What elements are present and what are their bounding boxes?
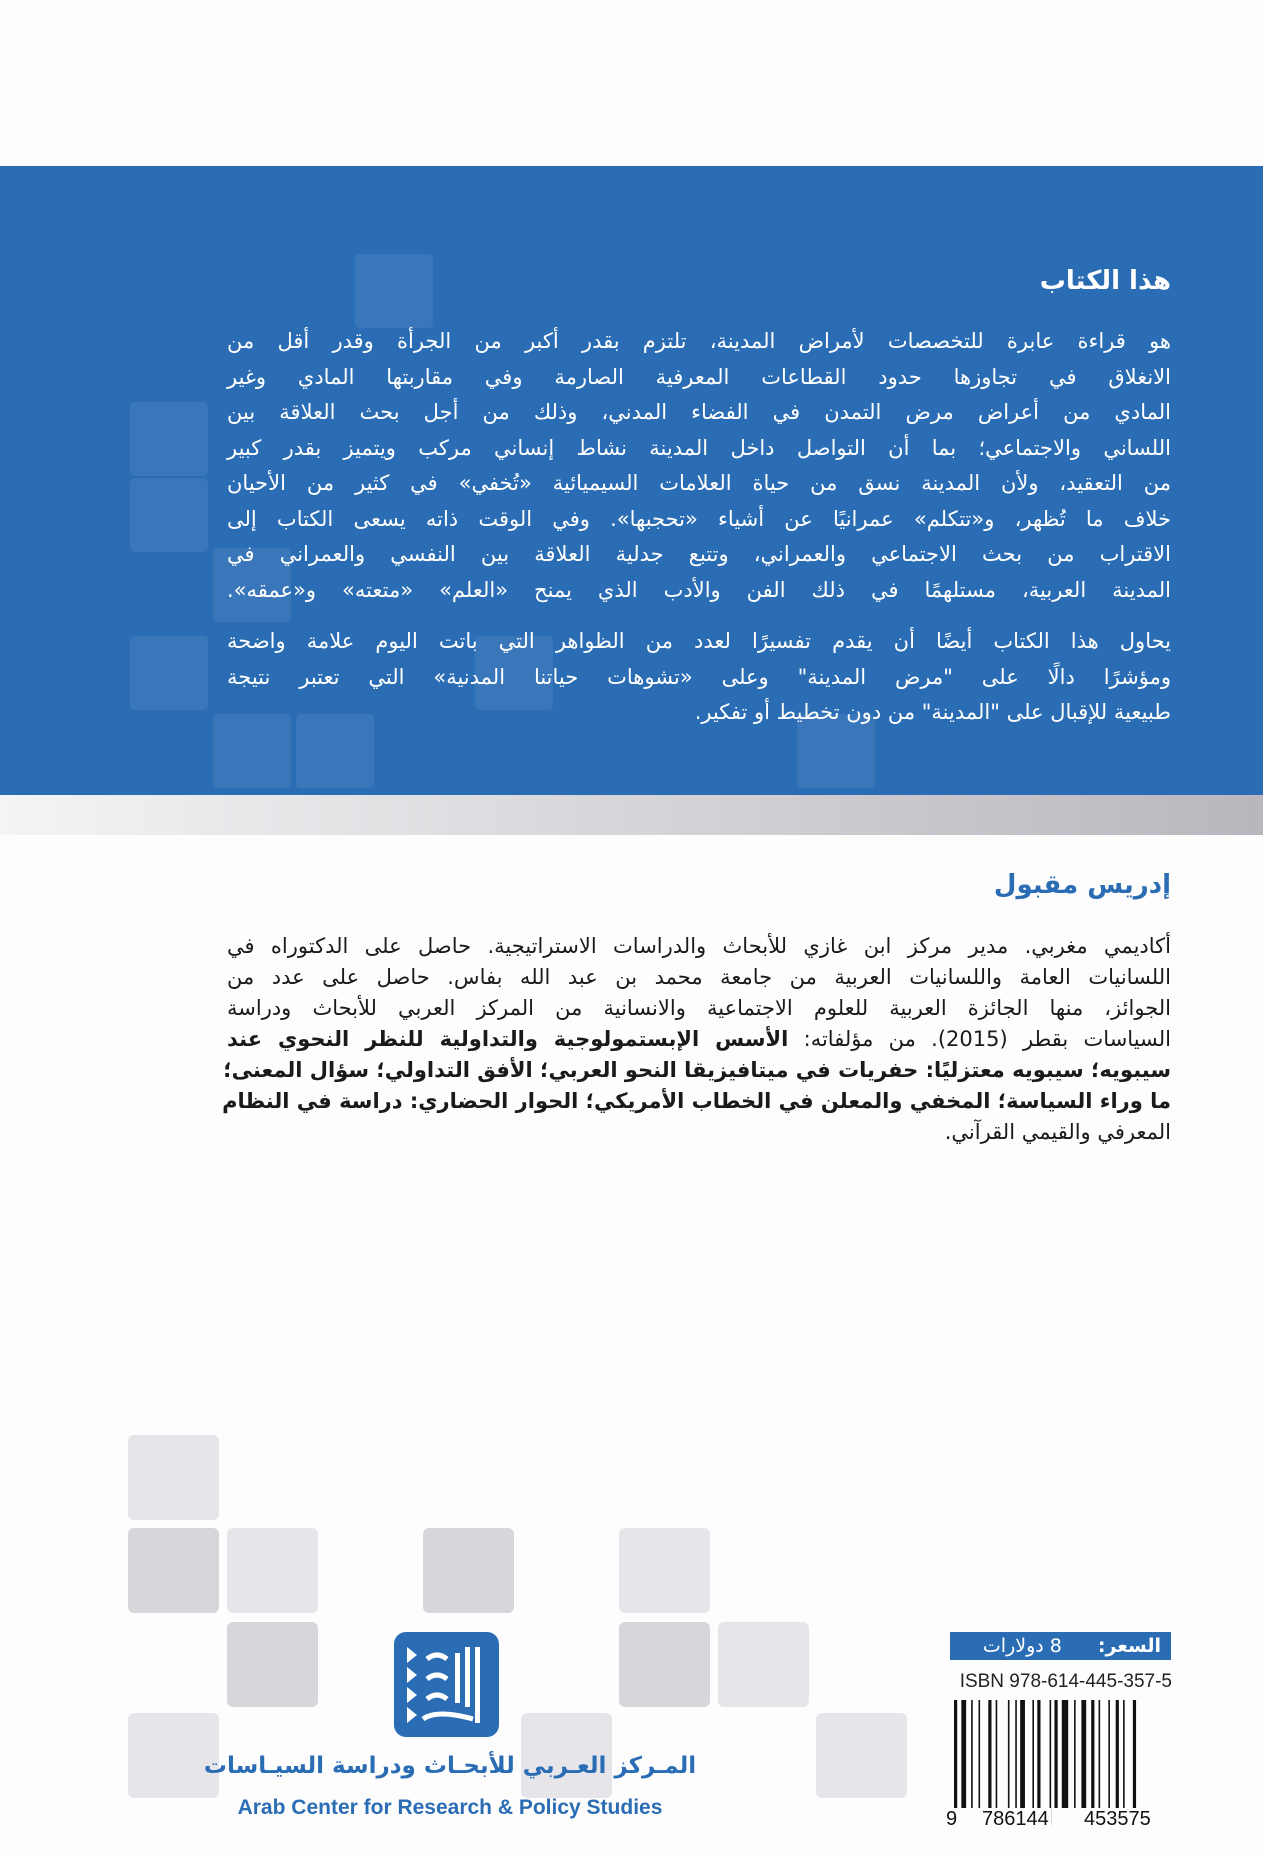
bio-line	[227, 1024, 1171, 1055]
text-line: الاقتراب من بحث الاجتماعي والعمراني، وتتبع جدلية العلاقة بين النفسي والعمراني في	[227, 542, 1171, 566]
barcode-bar	[988, 1700, 991, 1808]
bio-line	[227, 993, 1171, 1024]
bio-text: أكاديمي مغربي. مدير مركز ابن غازي للأبحاث والدراسات الاستراتيجية. حاصل على الدكتوراه في	[227, 934, 1171, 958]
barcode-bar	[1008, 1700, 1010, 1808]
author-section	[222, 870, 1171, 1148]
decor-square	[130, 402, 208, 476]
barcode-bar	[961, 1700, 966, 1808]
barcode-bar	[1062, 1700, 1068, 1808]
barcode-bar	[1133, 1700, 1136, 1825]
text-line: المدينة العربية، مستلهمًا في ذلك الفن والأدب الذي يمنح «العلم» «متعته» و«عمقه».	[227, 577, 1171, 602]
publisher-name-arabic: المـركز العـربي للأبحـاث ودراسة السيـاسات	[203, 1753, 697, 1779]
barcode-bar	[1037, 1700, 1040, 1808]
decor-square	[130, 478, 208, 552]
publisher-name-english: Arab Center for Research & Policy Studies	[237, 1796, 663, 1819]
about-heading: هذا الكتاب	[1039, 266, 1171, 296]
barcode-digits-right: 453575	[1084, 1808, 1151, 1830]
barcode-bar	[996, 1700, 998, 1808]
barcode-bar	[1091, 1700, 1094, 1808]
decor-square	[128, 1435, 219, 1520]
barcode-bar	[971, 1700, 973, 1808]
barcode-digit-first: 9	[946, 1808, 958, 1830]
bio-line	[222, 1086, 1171, 1117]
barcode-bar	[1050, 1700, 1052, 1825]
text-line: اللساني والاجتماعي؛ بما أن التواصل داخل المدينة نشاط إنساني مركب ويتميز بقدر كبير	[227, 435, 1171, 460]
price-badge	[950, 1632, 1171, 1660]
text-line: من التعقيد، ولأن المدينة نسق من حياة العلامات السيميائية «تُخفي» في كثير من الأحيان	[227, 471, 1171, 495]
book-title-text: الأسس الإبستمولوجية والتداولية للنظر النحوي عند	[227, 1027, 789, 1051]
about-section	[227, 266, 1171, 747]
barcode-bar	[954, 1700, 957, 1825]
about-paragraph	[227, 324, 1171, 608]
text-line: المادي من أعراض مرض التمدن في الفضاء المدني، وذلك من أجل بحث العلاقة بين	[227, 400, 1171, 424]
text-line: خلاف ما تُظهر، و«تتكلم» عمرانيًا عن أشياء «تحجبها». وفي الوقت ذاته يسعى الكتاب إلى	[227, 506, 1171, 531]
publisher-logo-icon	[405, 1643, 489, 1727]
decor-square	[128, 1528, 219, 1613]
decor-square	[227, 1528, 318, 1613]
author-name: إدريس مقبول	[993, 870, 1171, 900]
barcode-bar	[1074, 1700, 1076, 1808]
bio-text: الجوائز، منها الجائزة العربية للعلوم الاجتماعية والانسانية من المركز العربي للأبحاث ودراسة	[227, 996, 1171, 1020]
barcode-bar	[1108, 1700, 1110, 1808]
decor-square	[718, 1622, 809, 1707]
barcode-bar	[979, 1700, 981, 1808]
barcode-bar	[1015, 1700, 1017, 1808]
decor-square	[130, 636, 208, 710]
isbn-text: ISBN 978-614-445-357-5	[959, 1671, 1172, 1692]
gradient-strip	[0, 795, 1263, 835]
book-title-text: ما وراء السياسة؛ المخفي والمعلن في الخطاب الأمريكي؛ الحوار الحضاري: دراسة في النظام	[222, 1089, 1171, 1113]
bio-line	[227, 931, 1171, 962]
barcode-bar	[1032, 1700, 1034, 1808]
barcode-bar	[1081, 1700, 1086, 1808]
decor-square	[619, 1622, 710, 1707]
price-label: السعر:	[1097, 1635, 1161, 1657]
barcode-bar	[1054, 1700, 1057, 1808]
about-paragraph	[227, 624, 1171, 731]
barcode	[948, 1700, 1172, 1825]
book-title-text: سيبويه؛ سيبويه معتزليًا: حفريات في ميتافيزيقا النحو العربي؛ الأفق التداولي؛ سؤال المعنى؛	[223, 1058, 1171, 1082]
barcode-bar	[1123, 1700, 1125, 1808]
barcode-bar	[1020, 1700, 1025, 1808]
author-bio	[222, 931, 1171, 1148]
decor-square	[423, 1528, 514, 1613]
decor-square	[227, 1622, 318, 1707]
text-line: الانغلاق في تجاوزها حدود القطاعات المعرفية الصارمة وفي مقاربتها المادي وغير	[227, 364, 1171, 389]
about-text	[227, 324, 1171, 731]
bio-text: المعرفي والقيمي القرآني.	[944, 1120, 1171, 1144]
barcode-bar	[1099, 1700, 1101, 1808]
barcode-bar	[1116, 1700, 1119, 1808]
decor-square	[816, 1713, 907, 1798]
price-value: 8 دولارات	[982, 1635, 1062, 1657]
bio-text: اللسانيات العامة واللسانيات العربية من جامعة محمد بن عبد الله بفاس. حاصل على عدد من	[227, 965, 1171, 989]
barcode-digits-left: 786144	[982, 1808, 1049, 1830]
bio-line	[223, 1055, 1171, 1086]
text-line: هو قراءة عابرة للتخصصات لأمراض المدينة، تلتزم بقدر أكبر من الجرأة وقدر أقل من	[227, 329, 1171, 353]
decor-square	[619, 1528, 710, 1613]
bio-text: السياسات بقطر (2015). من مؤلفاته:	[788, 1027, 1171, 1051]
text-line: ومؤشرًا دالًا على "مرض المدينة" وعلى «تشوهات حياتنا المدنية» التي تعتبر نتيجة	[227, 664, 1171, 689]
bio-line	[227, 1117, 1171, 1148]
text-line: يحاول هذا الكتاب أيضًا أن يقدم تفسيرًا لعدد من الظواهر التي باتت اليوم علامة واضحة	[227, 629, 1171, 653]
text-line: طبيعية للإقبال على "المدينة" من دون تخطيط أو تفكير.	[694, 700, 1171, 724]
publisher-logo	[394, 1632, 499, 1737]
bio-line	[227, 962, 1171, 993]
